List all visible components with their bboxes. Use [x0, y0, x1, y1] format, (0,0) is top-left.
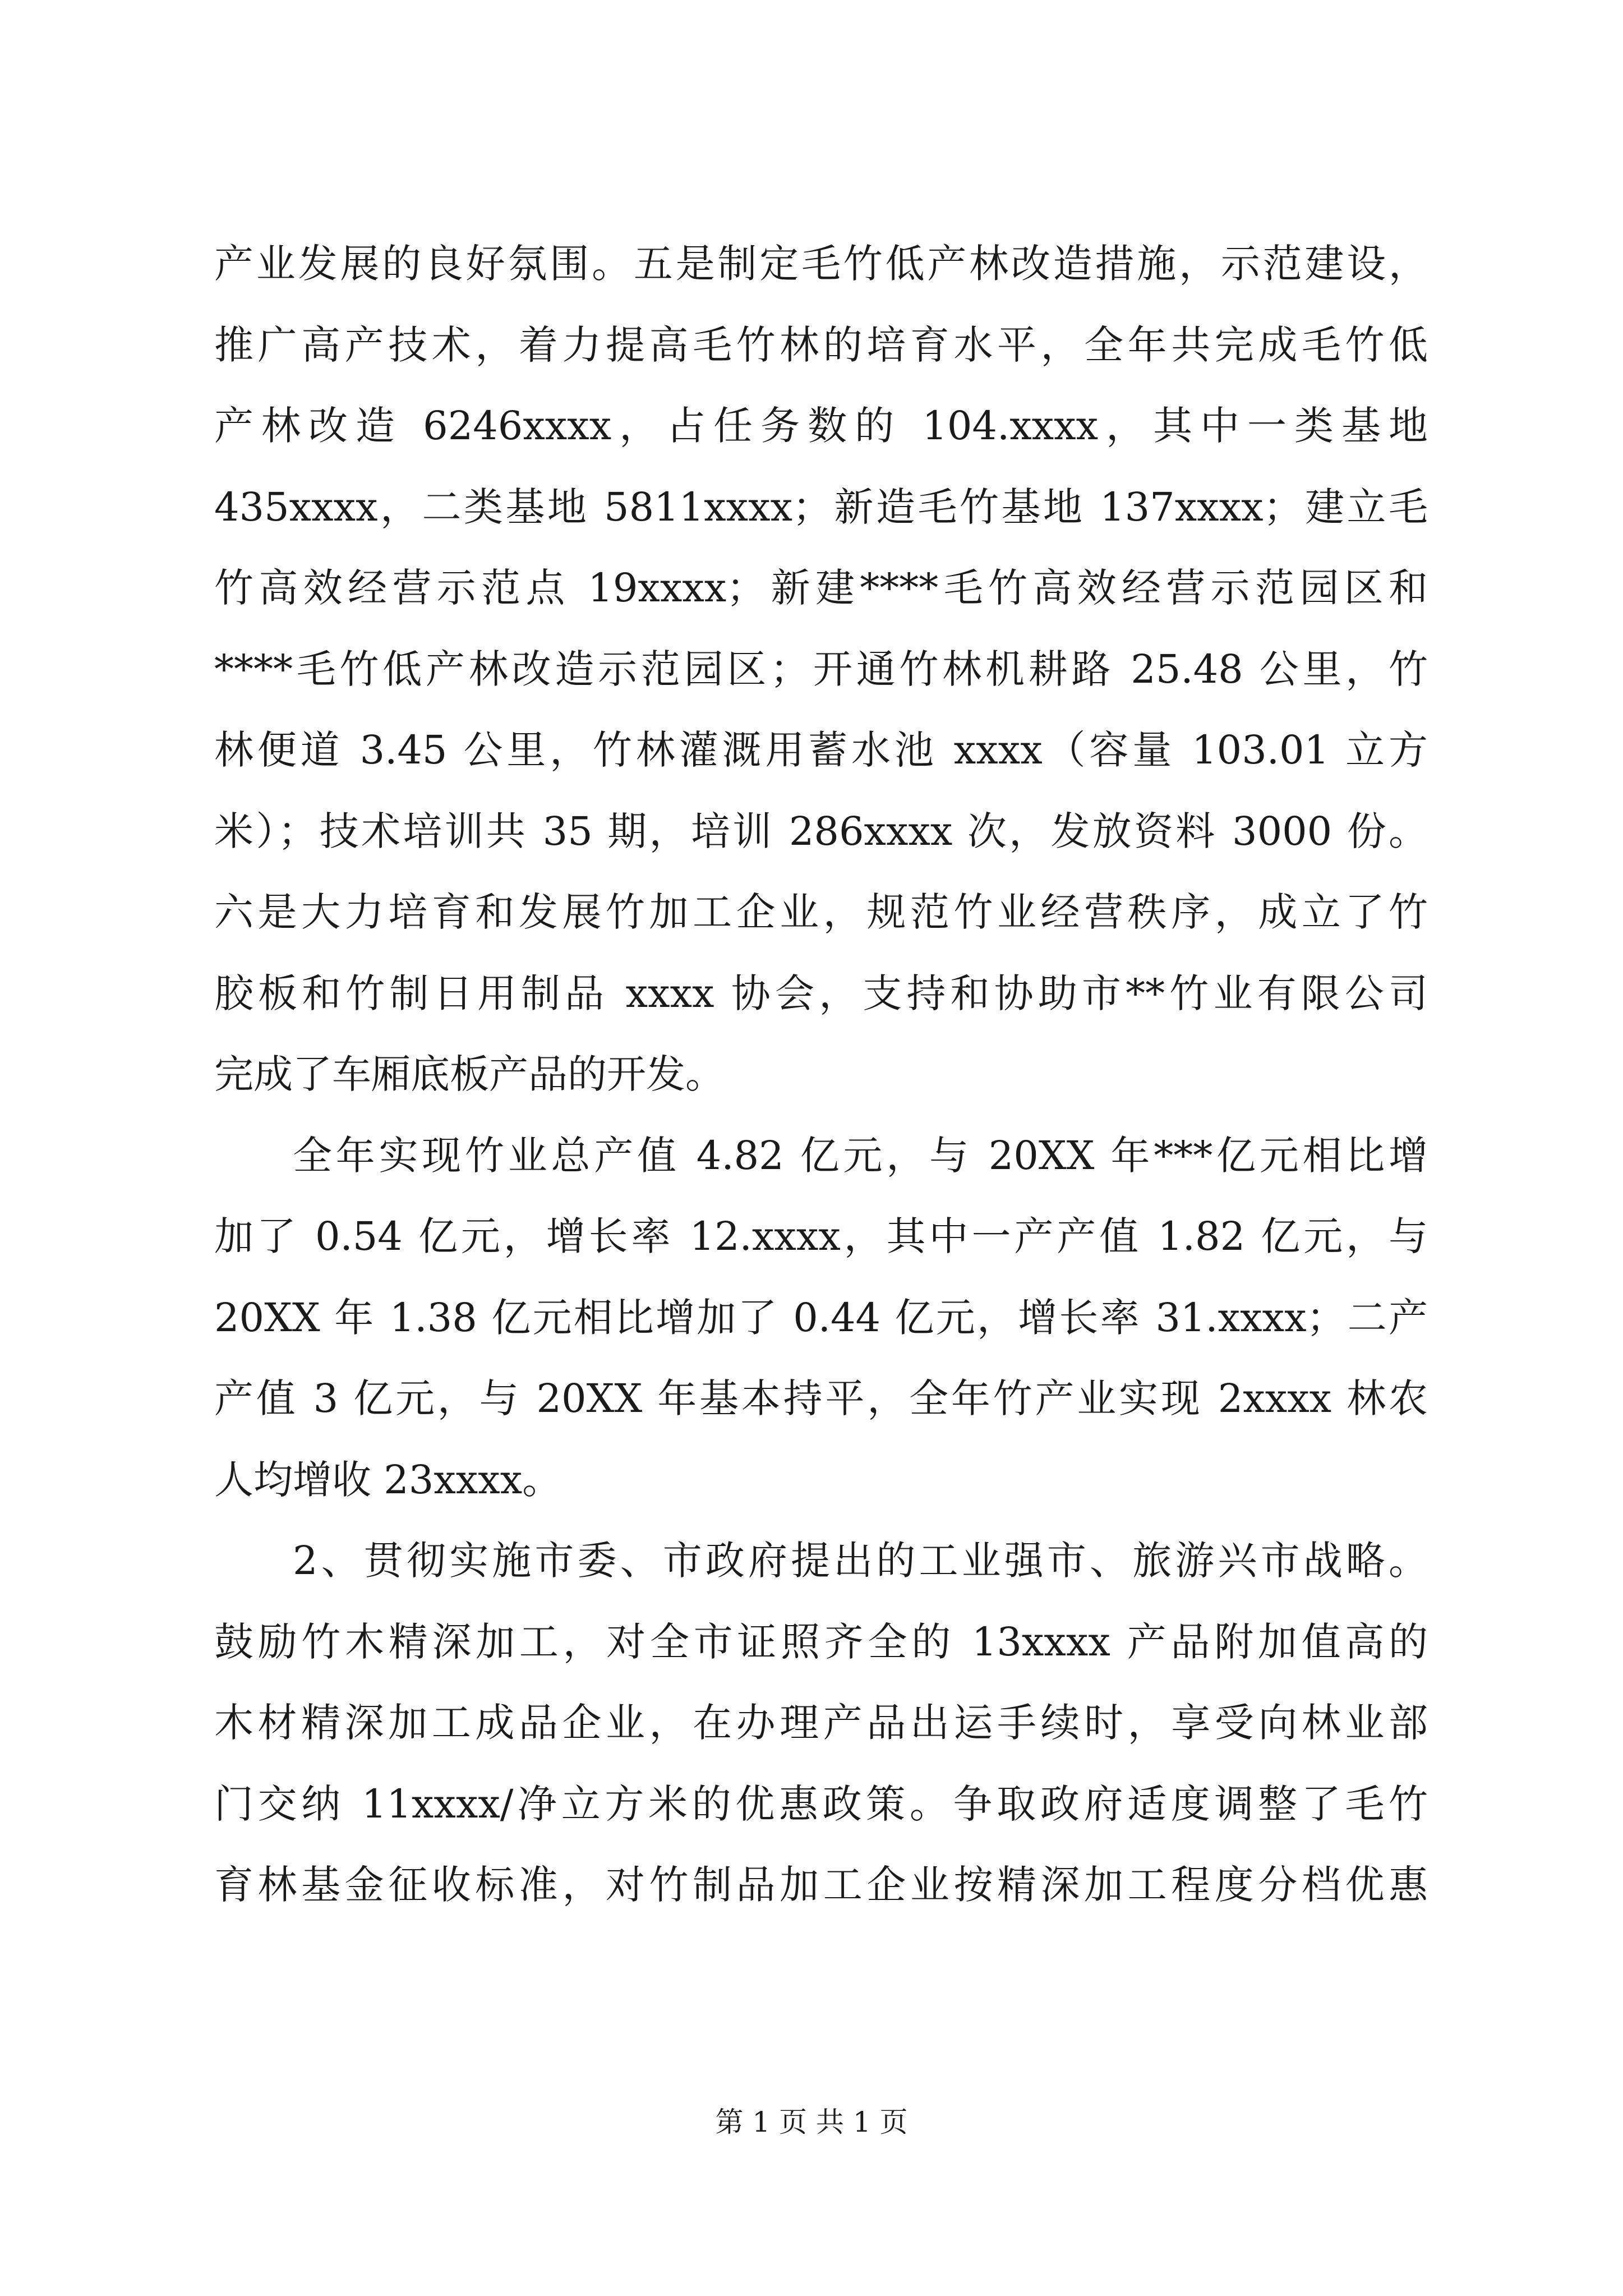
page-footer: 第 1 页 共 1 页 — [715, 2106, 908, 2138]
text-line: 产值 3 亿元，与 20XX 年基本持平，全年竹产业实现 2xxxx 林农 — [214, 1375, 1428, 1421]
text-line: 林便道 3.45 公里，竹林灌溉用蓄水池 xxxx（容量 103.01 立方 — [214, 727, 1428, 773]
text-line: 产业发展的良好氛围。五是制定毛竹低产林改造措施，示范建设， — [214, 241, 1428, 287]
text-line: 435xxxx，二类基地 5811xxxx；新造毛竹基地 137xxxx；建立毛 — [214, 484, 1428, 530]
text-line: 产林改造 6246xxxx，占任务数的 104.xxxx，其中一类基地 — [214, 403, 1428, 449]
text-line: 20XX 年 1.38 亿元相比增加了 0.44 亿元，增长率 31.xxxx；二产 — [214, 1294, 1428, 1341]
text-line: 胶板和竹制日用制品 xxxx 协会，支持和协助市**竹业有限公司 — [214, 970, 1428, 1016]
text-line: 米）；技术培训共 35 期，培训 286xxxx 次，发放资料 3000 份。 — [214, 808, 1428, 854]
text-line: 六是大力培育和发展竹加工企业，规范竹业经营秩序，成立了竹 — [214, 889, 1428, 935]
text-line: 2、贯彻实施市委、市政府提出的工业强市、旅游兴市战略。 — [293, 1538, 1428, 1584]
text-line: 人均增收 23xxxx。 — [214, 1456, 562, 1503]
text-line: 竹高效经营示范点 19xxxx；新建****毛竹高效经营示范园区和 — [214, 565, 1428, 611]
text-line: 鼓励竹木精深加工，对全市证照齐全的 13xxxx 产品附加值高的 — [214, 1618, 1428, 1665]
text-line: 全年实现竹业总产值 4.82 亿元，与 20XX 年***亿元相比增 — [293, 1132, 1428, 1179]
document-body — [214, 223, 1428, 1926]
paragraph-2 — [214, 1115, 1428, 1521]
paragraph-3 — [214, 1520, 1428, 1926]
text-line: 育林基金征收标准，对竹制品加工企业按精深加工程度分档优惠 — [214, 1862, 1428, 1908]
text-line: 加了 0.54 亿元，增长率 12.xxxx，其中一产产值 1.82 亿元，与 — [214, 1213, 1428, 1259]
text-line: 木材精深加工成品企业，在办理产品出运手续时，享受向林业部 — [214, 1700, 1428, 1746]
text-line: 完成了车厢底板产品的开发。 — [214, 1051, 725, 1097]
text-line: 门交纳 11xxxx/净立方米的优惠政策。争取政府适度调整了毛竹 — [214, 1780, 1428, 1827]
paragraph-1 — [214, 223, 1428, 1115]
text-line: 推广高产技术，着力提高毛竹林的培育水平，全年共完成毛竹低 — [214, 321, 1428, 368]
text-line: ****毛竹低产林改造示范园区；开通竹林机耕路 25.48 公里，竹 — [214, 646, 1428, 692]
